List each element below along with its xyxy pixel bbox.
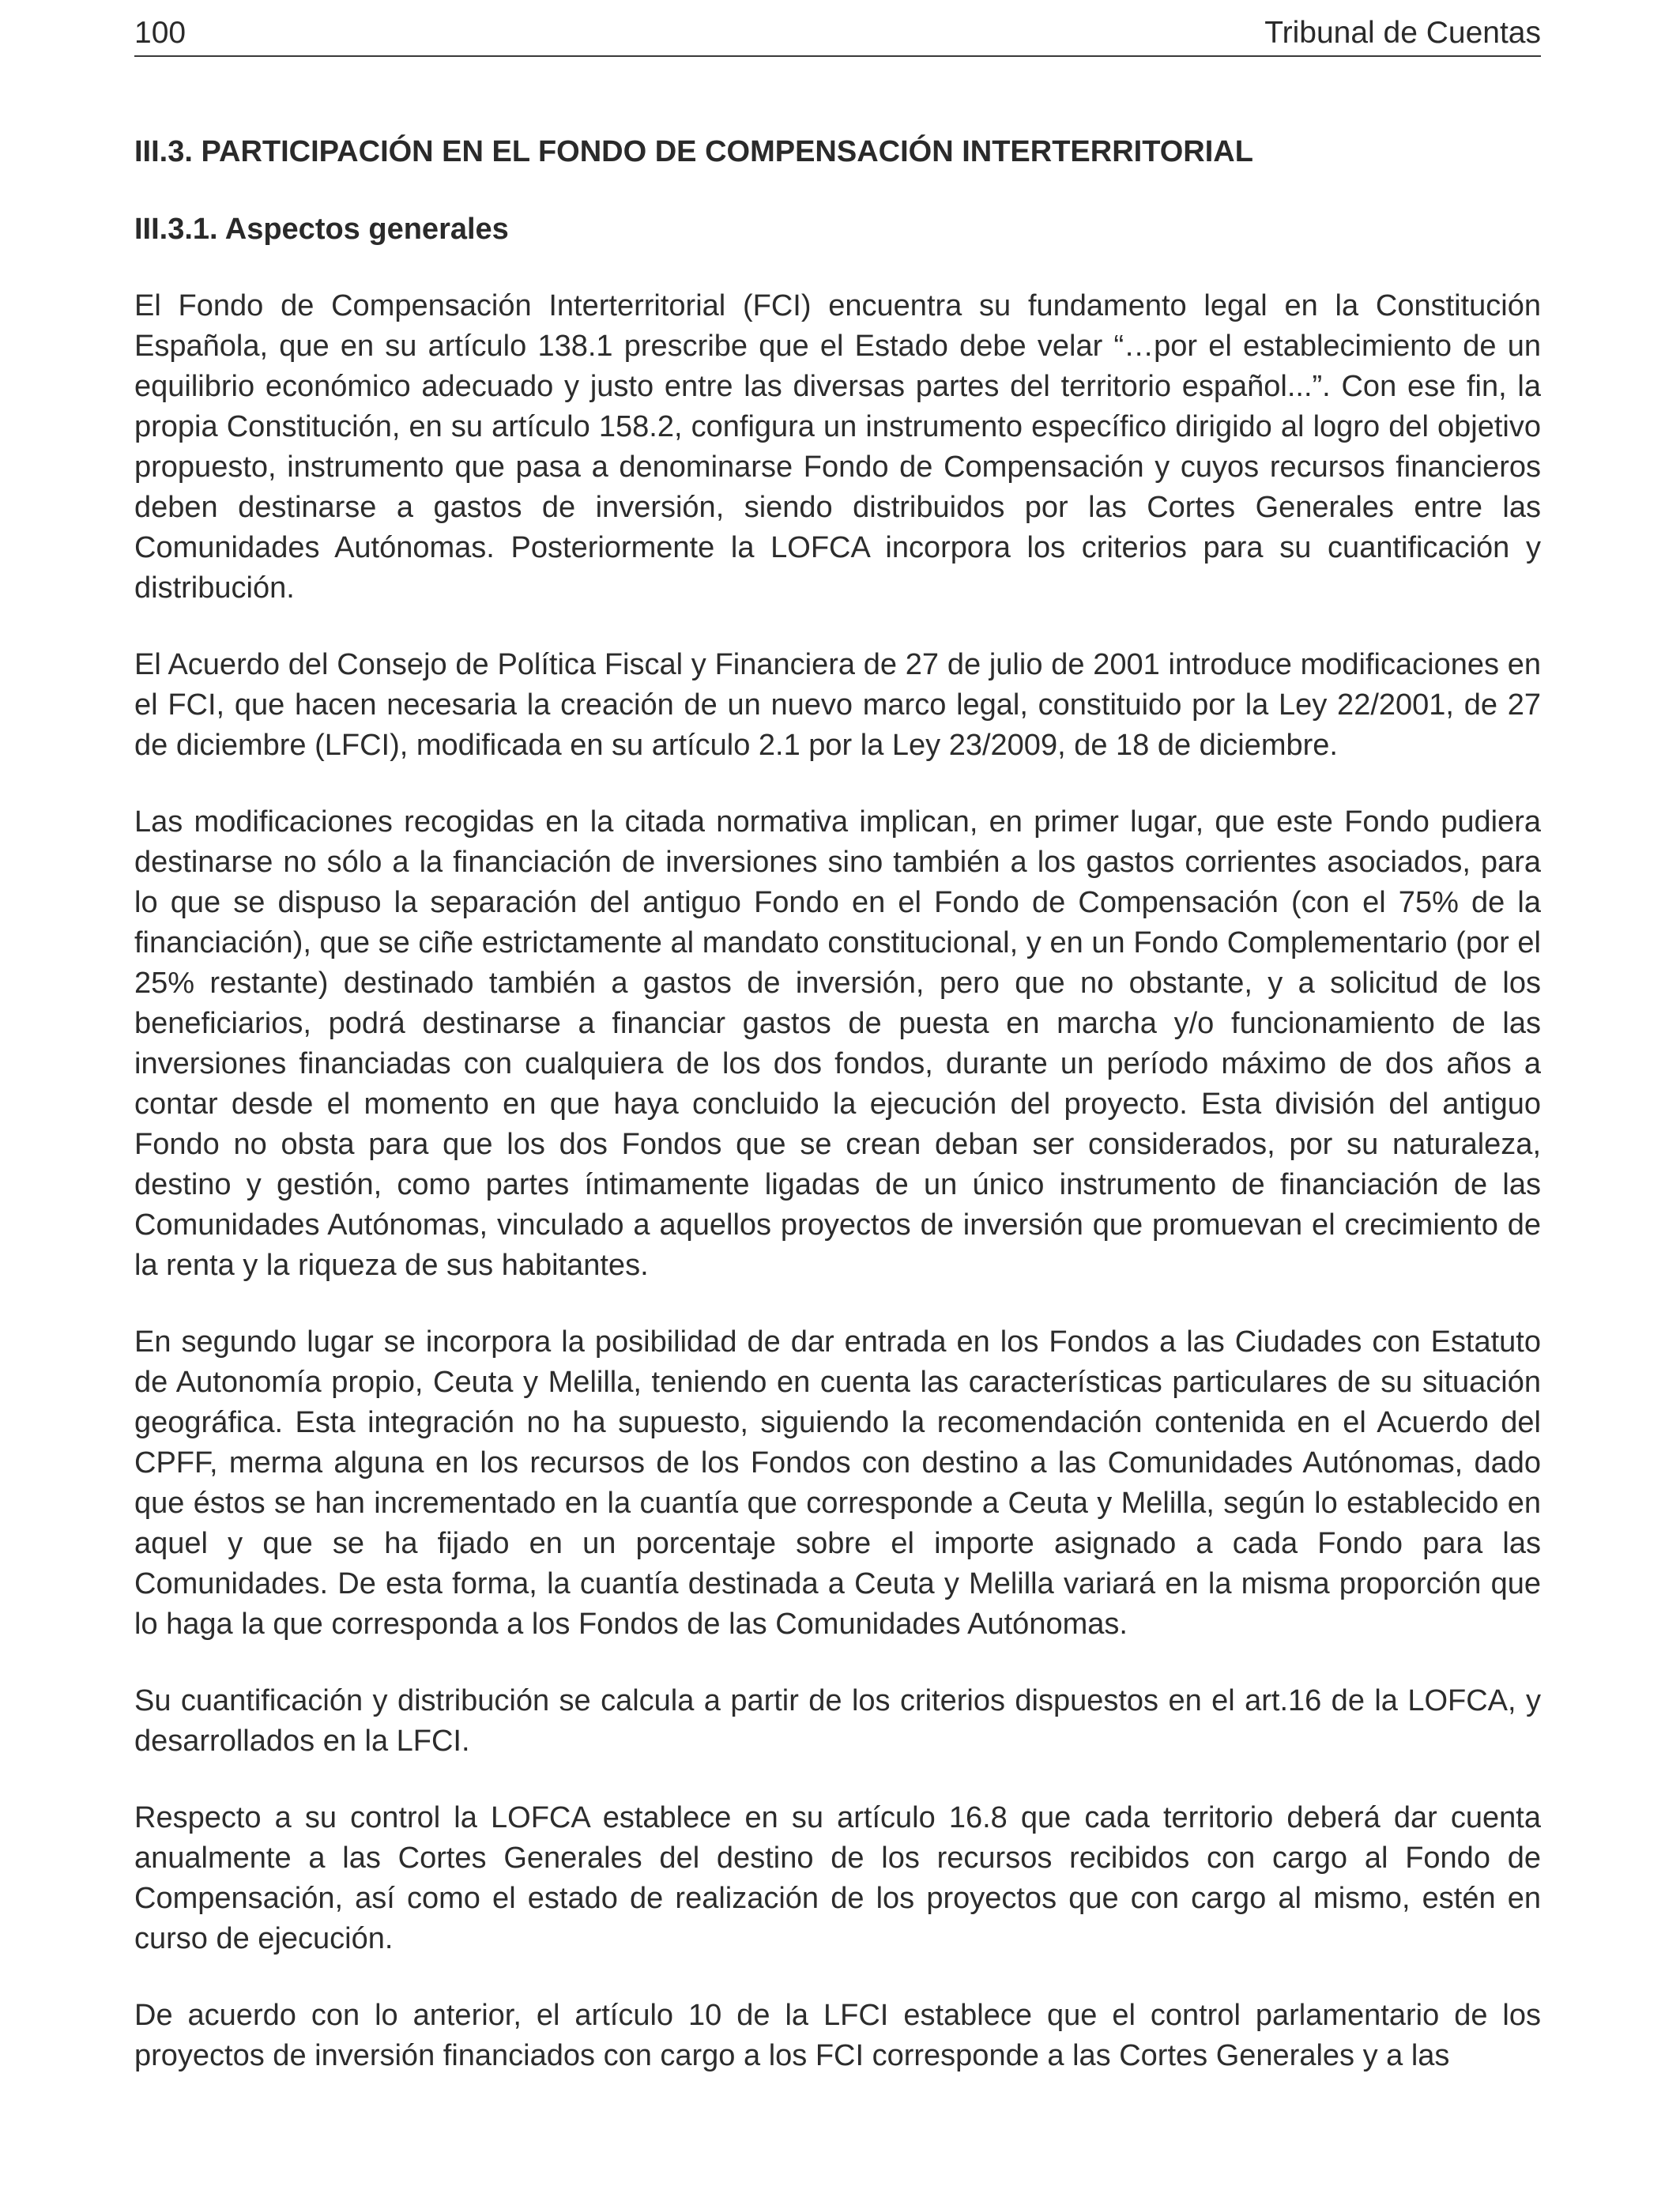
running-title: Tribunal de Cuentas: [1264, 16, 1541, 50]
paragraph: En segundo lugar se incorpora la posibilidad de dar entrada en los Fondos a las Ciudades con Estatuto de Autonomía propio, Ceuta y Melilla, teniendo en cuenta las características particulares de su situación geográfica. Esta integración no ha supuesto, siguiendo la recomendación contenida en el Acuerdo del CPFF, merma alguna en los recursos de los Fondos con destino a las Comunidades Autónomas, dado que éstos se han incrementado en la cuantía que corresponde a Ceuta y Melilla, según lo establecido en aquel y que se ha fijado en un porcentaje sobre el importe asignado a cada Fondo para las Comunidades. De esta forma, la cuantía destinada a Ceuta y Melilla variará en la misma proporción que lo haga la que corresponda a los Fondos de las Comunidades Autónomas.: [134, 1325, 1541, 1641]
paragraph: Su cuantificación y distribución se calcula a partir de los criterios dispuestos en el art.16 de la LOFCA, y desarrollados en la LFCI.: [134, 1684, 1541, 1758]
paragraph: Las modificaciones recogidas en la citada normativa implican, en primer lugar, que este Fondo pudiera destinarse no sólo a la financiación de inversiones sino también a los gastos corrientes asociados, para lo que se dispuso la separación del antiguo Fondo en el Fondo de Compensación (con el 75% de la financiación), que se ciñe estrictamente al mandato constitucional, y en un Fondo Complementario (por el 25% restante) destinado también a gastos de inversión, pero que no obstante, y a solicitud de los beneficiarios, podrá destinarse a financiar gastos de puesta en marcha y/o funcionamiento de las inversiones financiadas con cualquiera de los dos fondos, durante un período máximo de dos años a contar desde el momento en que haya concluido la ejecución del proyecto. Esta división del antiguo Fondo no obsta para que los dos Fondos que se crean deban ser considerados, por su naturaleza, destino y gestión, como partes íntimamente ligadas de un único instrumento de financiación de las Comunidades Autónomas, vinculado a aquellos proyectos de inversión que promuevan el crecimiento de la renta y la riqueza de sus habitantes.: [134, 805, 1541, 1282]
paragraph: El Acuerdo del Consejo de Política Fiscal y Financiera de 27 de julio de 2001 introduce modificaciones en el FCI, que hacen necesaria la creación de un nuevo marco legal, constituido por la Ley 22/2001, de 27 de diciembre (LFCI), modificada en su artículo 2.1 por la Ley 23/2009, de 18 de diciembre.: [134, 648, 1541, 762]
paragraph: Respecto a su control la LOFCA establece en su artículo 16.8 que cada territorio deberá dar cuenta anualmente a las Cortes Generales del destino de los recursos recibidos con cargo al Fondo de Compensación, así como el estado de realización de los proyectos que con cargo al mismo, estén en curso de ejecución.: [134, 1801, 1541, 1955]
paragraph: El Fondo de Compensación Interterritorial (FCI) encuentra su fundamento legal en la Constitución Española, que en su artículo 138.1 prescribe que el Estado debe velar “…por el establecimiento de un equilibrio económico adecuado y justo entre las diversas partes del territorio español...”. Con ese fin, la propia Constitución, en su artículo 158.2, configura un instrumento específico dirigido al logro del objetivo propuesto, instrumento que pasa a denominarse Fondo de Compensación y cuyos recursos financieros deben destinarse a gastos de inversión, siendo distribuidos por las Cortes Generales entre las Comunidades Autónomas. Posteriormente la LOFCA incorpora los criterios para su cuantificación y distribución.: [134, 289, 1541, 605]
paragraph: De acuerdo con lo anterior, el artículo 10 de la LFCI establece que el control parlamentario de los proyectos de inversión financiados con cargo a los FCI corresponde a las Cortes Generales y a las: [134, 1999, 1541, 2072]
subsection-heading: III.3.1. Aspectos generales: [134, 213, 509, 246]
document-body: [134, 131, 1541, 2076]
page-header: [134, 14, 1541, 57]
section-heading: III.3. PARTICIPACIÓN EN EL FONDO DE COMPENSACIÓN INTERTERRITORIAL: [134, 135, 1253, 168]
page-number: 100: [134, 16, 186, 50]
